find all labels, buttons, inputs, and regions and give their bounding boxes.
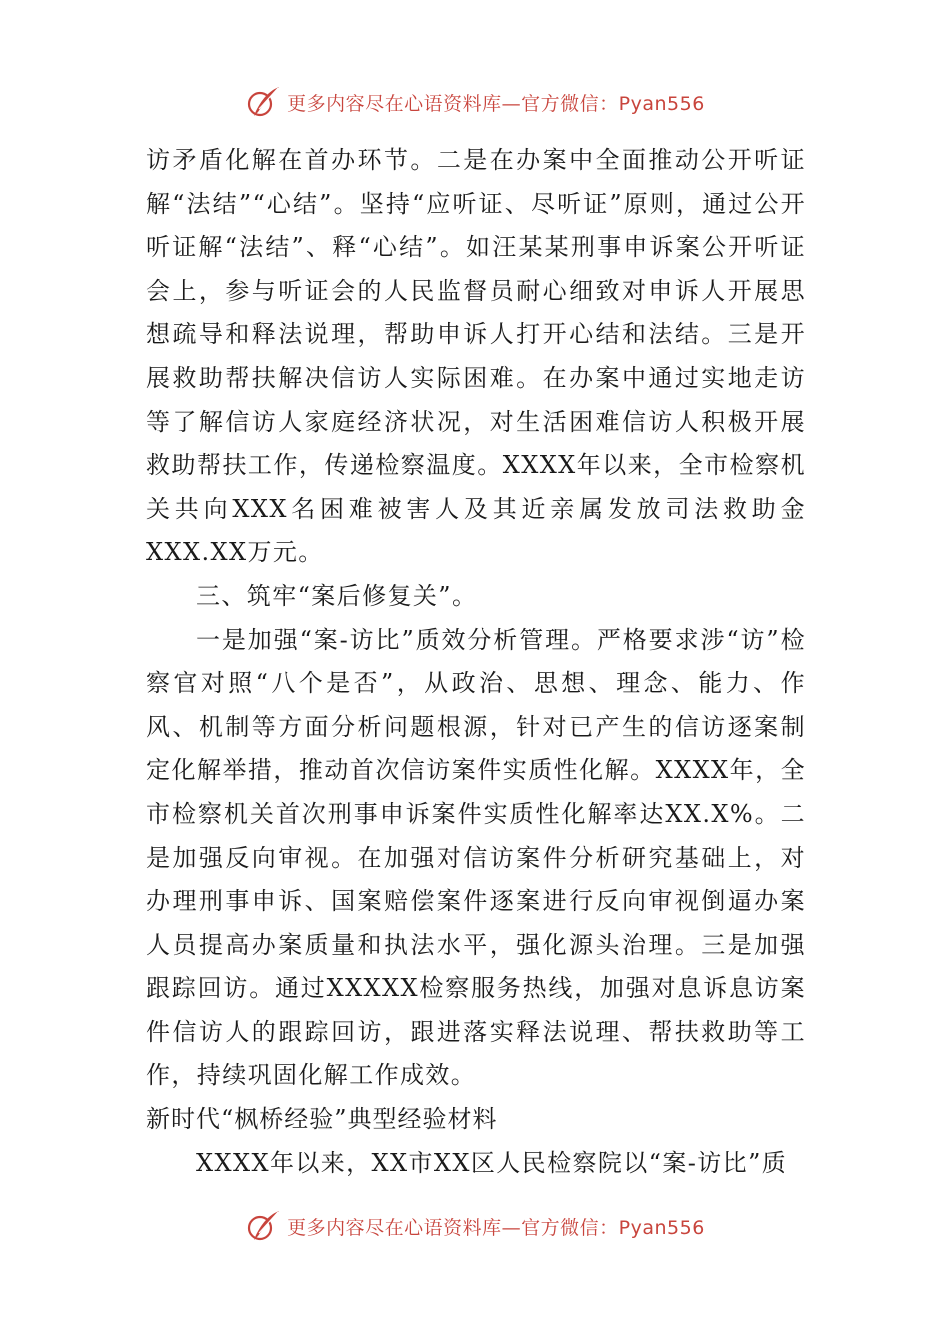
watermark-handle: Pyan556 — [618, 1216, 705, 1239]
watermark-text: 更多内容尽在心语资料库—官方微信：Pyan556 — [287, 1216, 705, 1239]
document-body — [146, 139, 806, 1185]
watermark-banner-bottom — [0, 1206, 950, 1246]
paragraph-3: XXXX年以来，XX市XX区人民检察院以“案-访比”质 — [196, 1148, 788, 1177]
section-heading: 三、筑牢“案后修复关”。 — [196, 581, 478, 610]
quill-pen-icon — [245, 1209, 283, 1243]
watermark-text: 更多内容尽在心语资料库—官方微信：Pyan556 — [287, 92, 705, 115]
watermark-banner-top — [0, 82, 950, 122]
material-title: 新时代“枫桥经验”典型经验材料 — [146, 1105, 498, 1134]
paragraph-1: 访矛盾化解在首办环节。二是在办案中全面推动公开听证解“法结”“心结”。坚持“应听证、尽听证”原则，通过公开听证解“法结”、释“心结”。如汪某某刑事申诉案公开听证会上，参与听证会的人民监督员耐心细致对申诉人开展思想疏导和释法说理，帮助申诉人打开心结和法结。三是开展救助帮扶解决信访人实际困难。在办案中通过实地走访等了解信访人家庭经济状况，对生活困难信访人积极开展救助帮扶工作，传递检察温度。XXXX年以来，全市检察机关共向XXX名困难被害人及其近亲属发放司法救助金XXX.XX万元。 — [146, 146, 806, 567]
quill-pen-icon — [245, 85, 283, 119]
watermark-handle: Pyan556 — [618, 92, 705, 115]
paragraph-2: 一是加强“案-访比”质效分析管理。严格要求涉“访”检察官对照“八个是否”，从政治、思想、理念、能力、作风、机制等方面分析问题根源，针对已产生的信访逐案制定化解举措，推动首次信访案件实质性化解。XXXX年，全市检察机关首次刑事申诉案件实质性化解率达XX.X%。二是加强反向审视。在加强对信访案件分析研究基础上，对办理刑事申诉、国案赔偿案件逐案进行反向审视倒逼办案人员提高办案质量和执法水平，强化源头治理。三是加强跟踪回访。通过XXXXX检察服务热线，加强对息诉息访案件信访人的跟踪回访，跟进落实释法说理、帮扶救助等工作，持续巩固化解工作成效。 — [146, 625, 806, 1090]
